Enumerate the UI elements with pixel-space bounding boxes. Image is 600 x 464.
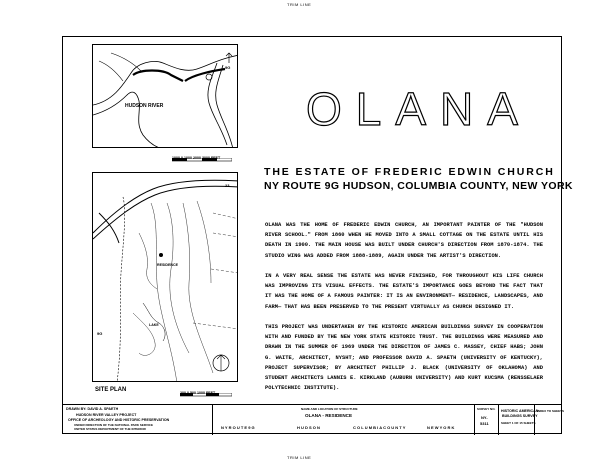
index-label: INDEX TO SHEETS bbox=[537, 409, 564, 413]
project-line-3: UNDER DIRECTION OF THE NATIONAL PARK SERVICE bbox=[74, 423, 153, 427]
location-county: C O L U M B I A C O U N T Y bbox=[353, 425, 406, 430]
structure-name: OLANA - RESIDENCE bbox=[305, 413, 353, 418]
residence-label: RESIDENCE bbox=[157, 263, 178, 267]
habs-cell bbox=[498, 405, 539, 435]
index-cell bbox=[534, 405, 562, 435]
lake-label: LAKE bbox=[149, 323, 159, 327]
location-route: N Y R O U T E 9 G bbox=[221, 425, 255, 430]
route-label-site-left: 9G bbox=[97, 331, 103, 336]
location-city: H U D S O N bbox=[297, 425, 320, 430]
route-label-site-top: 23 bbox=[225, 183, 230, 188]
page-title: OLANA bbox=[306, 83, 532, 135]
project-line-1: HUDSON RIVER VALLEY PROJECT bbox=[76, 413, 137, 417]
trim-line-bottom: TRIM LINE bbox=[287, 455, 312, 460]
project-line-4: UNITED STATES DEPARTMENT OF THE INTERIOR bbox=[74, 427, 146, 431]
title-block bbox=[62, 404, 562, 435]
paragraph-history: OLANA WAS THE HOME OF FREDERIC EDWIN CHURCH, AN IMPORTANT PAINTER OF THE "HUDSON RIVER SCHOOL." FROM 1860 WHEN HE MOVED INTO A SMALL COTTAGE ON THE ESTATE UNTIL HIS DEATH IN 1900. THE MAIN HOUSE WAS BUILT UNDER CHURCH'S DIRECTION FROM 1870-1874. THE STUDIO WING WAS ADDED FROM 1888-1889, AGAIN UNDER THE ARTIST'S DIRECTION. bbox=[265, 222, 543, 259]
drawn-by: DRAWN BY: DAVID A. SPAETH bbox=[66, 407, 119, 411]
route-label-vicinity: 9G bbox=[225, 65, 231, 70]
location-state: N E W Y O R K bbox=[427, 425, 455, 430]
trim-line-top: TRIM LINE bbox=[287, 2, 312, 7]
structure-header: NAME AND LOCATION OF STRUCTURE bbox=[301, 407, 358, 411]
project-cell bbox=[62, 405, 212, 435]
sheet-number: SHEET 1 OF 15 SHEETS bbox=[501, 421, 536, 425]
site-plan-drawing bbox=[93, 173, 238, 382]
habs-line-2: BUILDINGS SURVEY bbox=[502, 414, 538, 418]
survey-number-2: 5311 bbox=[480, 421, 489, 426]
heading-estate: THE ESTATE OF FREDERIC EDWIN CHURCH bbox=[264, 166, 555, 178]
survey-number: NY- bbox=[481, 415, 488, 420]
vicinity-scale-text: 1000 0 1000 2000 3000 FEET bbox=[172, 156, 221, 160]
site-scale-text: 200 0 500 1000 FEET bbox=[180, 391, 216, 395]
survey-label: SURVEY NO. bbox=[477, 407, 496, 411]
habs-line-1: HISTORIC AMERICAN bbox=[501, 409, 539, 413]
heading-location: NY ROUTE 9G HUDSON, COLUMBIA COUNTY, NEW YORK bbox=[264, 180, 573, 192]
site-plan-map bbox=[92, 172, 238, 382]
structure-cell bbox=[212, 405, 474, 435]
paragraph-project: THIS PROJECT WAS UNDERTAKEN BY THE HISTORIC AMERICAN BUILDINGS SURVEY IN COOPERATION WITH AND FUNDED BY THE NEW YORK STATE HISTORIC TRUST. THE BUILDINGS WERE MEASURED AND DRAWN IN THE SUMMER OF 1969 UNDER THE DIRECTION OF JAMES C. MASSEY, CHIEF HABS; JOHN G. WAITE, ARCHITECT, NYSHT; AND PROFESSOR DAVID A. SPAETH (UNIVERSITY OF KENTUCKY), PROJECT SUPERVISOR; BY ARCHITECT PHILLIP J. BLACK (UNIVERSITY OF OKLAHOMA) AND STUDENT ARCHITECTS LANNIS E. KIRKLAND (AUBURN UNIVERSITY) AND KURT KUCSMA (RENSSELAER POLYTECHNIC INSTITUTE). bbox=[265, 324, 543, 392]
vicinity-map bbox=[92, 44, 238, 148]
site-plan-caption: SITE PLAN bbox=[95, 387, 127, 393]
project-line-2: OFFICE OF ARCHEOLOGY AND HISTORIC PRESERVATION bbox=[68, 418, 170, 422]
vicinity-map-drawing bbox=[93, 45, 238, 148]
survey-cell bbox=[474, 405, 498, 435]
hudson-river-label: HUDSON RIVER bbox=[125, 103, 164, 109]
paragraph-significance: IN A VERY REAL SENSE THE ESTATE WAS NEVER FINISHED, FOR THROUGHOUT HIS LIFE CHURCH WAS IMPROVING ITS VISUAL EFFECTS. THE ESTATE'S IMPORTANCE GOES BEYOND THE FACT THAT IT WAS THE HOME OF A FAMOUS PAINTER: IT IS AN ENVIRONMENT— RESIDENCE, LANDSCAPES, AND FARM— THAT HAS BEEN PRESERVED TO THE PRESENT VIRTUALLY AS CHURCH DESIGNED IT. bbox=[265, 273, 543, 310]
